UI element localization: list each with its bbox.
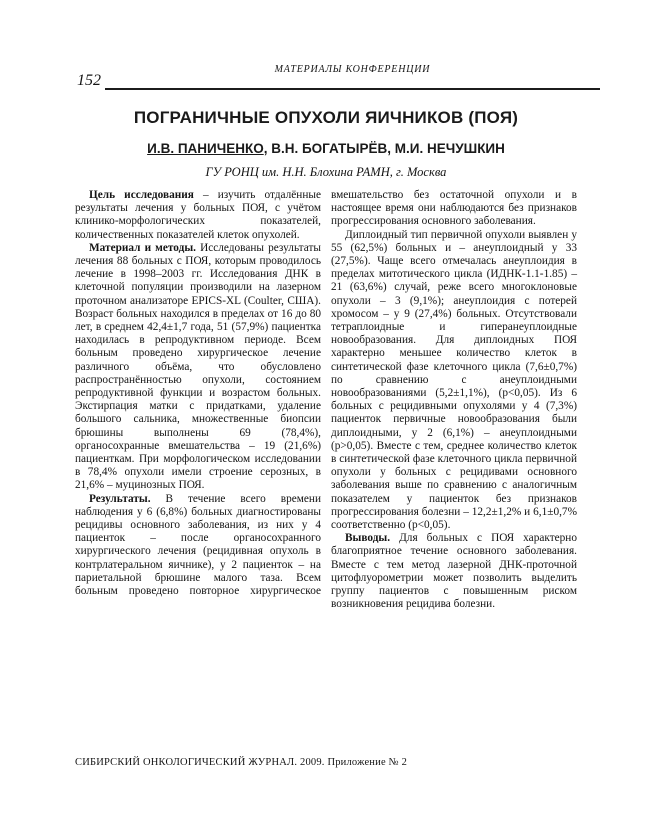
- paragraph-results: [75, 493, 321, 599]
- paragraph-results-text: В течение всего времени наблюдения у 6 (6,8%) больных диагностированы рецидивы основного заболевания, из них у 4 пациенток – после органосохранного хирургического лечения (рецидивная опухоль в контрлатеральном яичнике), у 2 пациенток – на париетальной брюшине малого таза. Всем больным проведено повторное хирургическое: [75, 492, 321, 598]
- journal-footer: СИБИРСКИЙ ОНКОЛОГИЧЕСКИЙ ЖУРНАЛ. 2009. Приложение № 2: [75, 757, 408, 768]
- paragraph-aim-text: – изучить отдалённые результаты лечения у больных ПОЯ, с учётом клинико-морфологических показателей, количественных показателей клеток опухолей.: [75, 189, 321, 241]
- affiliation: ГУ РОНЦ им. Н.Н. Блохина РАМН, г. Москва: [205, 165, 447, 179]
- paragraph-methods: [75, 242, 321, 493]
- paragraph-methods-lead: Материал и методы.: [89, 241, 196, 254]
- paragraph-results-continued: [331, 189, 577, 229]
- authors-line: [75, 141, 577, 156]
- paragraph-methods-text: Исследованы результаты лечения 88 больных с ПОЯ, которым проводилось лечение в 1998–2003 гг. Исследования ДНК в клеточной популяции производили на лазерном проточном анализаторе EPICS-XL (Coulter, США). Возраст больных находился в пределах от 16 до 80 лет, в среднем 42,4±1,7 года, 51 (57,9%) пациентка находилась в репродуктивном периоде. Всем больным проведено хирургическое лечение различного объёма, что обусловлено распространённостью опухоли, состоянием репродуктивной функции и возрастом больных. Экстирпация матки с придатками, удаление большого сальника, множественные биопсии брюшины выполнены 69 (78,4%), органосохранные вмешательства – 19 (21,6%) пациенткам. При морфологическом исследовании в 78,4% опухоли имели строение серозных, в 21,6% – муцинозных ПОЯ.: [75, 241, 321, 492]
- author-first: И.В. ПАНИЧЕНКО: [147, 141, 264, 156]
- paragraph-conclusions-text: Для больных с ПОЯ характерно благоприятное течение основного заболевания. Вместе с тем метод лазерной ДНК-проточной цитофлуорометрии может позволить выделить группу пациентов с повышенным риском возникновения рецидива болезни.: [331, 532, 577, 611]
- article-title: ПОГРАНИЧНЫЕ ОПУХОЛИ ЯИЧНИКОВ (ПОЯ): [133, 108, 519, 127]
- column-left: [75, 189, 321, 612]
- paragraph-results-continued-text: вмешательство без остаточной опухоли и в настоящее время они наблюдаются без признаков прогрессирования основного заболевания.: [331, 189, 577, 228]
- paragraph-aim: [75, 189, 321, 242]
- authors-rest: , В.Н. БОГАТЫРЁВ, М.И. НЕЧУШКИН: [263, 141, 505, 156]
- header-rule: [105, 88, 600, 90]
- running-head: МАТЕРИАЛЫ КОНФЕРЕНЦИИ: [274, 64, 431, 75]
- paragraph-conclusions: [331, 532, 577, 611]
- article: [75, 100, 577, 612]
- paragraph-conclusions-lead: Выводы.: [345, 532, 391, 545]
- column-right: [331, 189, 577, 612]
- paragraph-results-lead: Результаты.: [89, 492, 151, 505]
- article-body: [75, 189, 577, 612]
- page-number: 152: [77, 72, 101, 89]
- paragraph-ploidy: [331, 229, 577, 533]
- paragraph-ploidy-text: Диплоидный тип первичной опухоли выявлен у 55 (62,5%) больных и – анеуплоидный у 33 (27,5%). Чаще всего отмечалась анеуплоидия в пределах митотического цикла (ИДНК-1.1-1.85) – 21 (63,6%) случай, реже всего многоклоновые опухоли – 3 (9,1%); анеуплоидия с потерей хромосом – у 9 (27,4%) больных. Отсутствовали тетраплоидные и гиперанеуплоидные новообразования. Для диплоидных ПОЯ характерно меньшее количество клеток в синтетической фазе клеточного цикла (7,6±0,7%) по сравнению с анеуплоидными новообразованиями (5,2±1,1%), (р<0,05). Из 6 больных с рецидивными опухолями у 4 (7,3%) пациенток первичные новообразования были диплоидными, у 2 (6,1%) – анеуплоидными (р>0,05). Вместе с тем, среднее количество клеток в синтетической фазе клеточного цикла первичной опухоли у больных с рецидивами основного заболевания выше по сравнению с аналогичным показателем у пациенток без признаков прогрессирования болезни – 12,2±1,2% и 6,1±0,7% соответственно (р<0,05).: [331, 228, 577, 532]
- paragraph-aim-lead: Цель исследования: [89, 189, 194, 201]
